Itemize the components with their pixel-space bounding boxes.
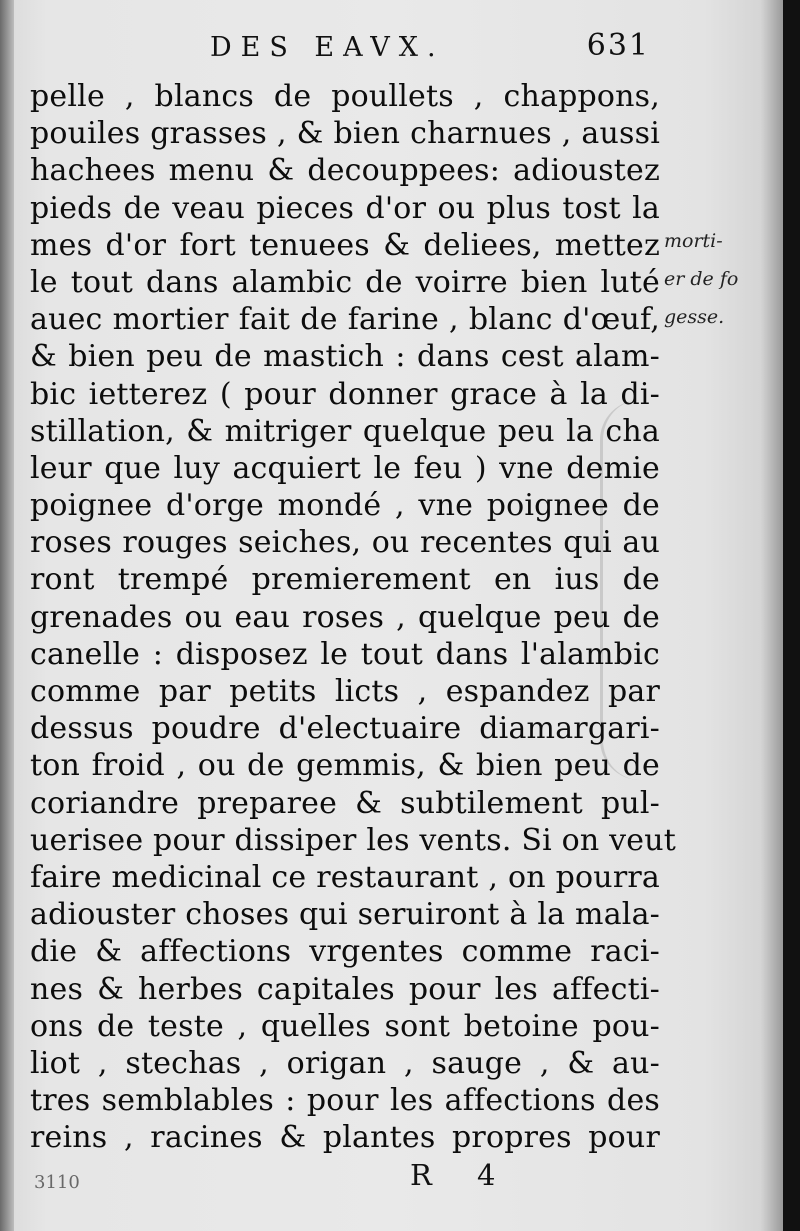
text-line: roses rouges seiches, ou recentes qui au [30,525,660,561]
text-line: die & affections vrgentes comme raci- [30,934,660,970]
running-title: DES EAVX. [210,32,445,63]
text-line: bic ietterez ( pour donner grace à la di- [30,376,660,412]
text-line: canelle : disposez le tout dans l'alambic [30,636,660,672]
text-line: dessus poudre d'electuaire diamargari- [30,711,660,747]
text-line: grenades ou eau roses , quelque peu de [30,599,660,635]
text-line: ons de teste , quelles sont betoine pou- [30,1008,660,1044]
text-line: poignee d'orge mondé , vne poignee de [30,488,660,524]
text-line: liot , stechas , origan , sauge , & au- [30,1045,660,1081]
text-line: leur que luy acquiert le feu ) vne demie [30,450,660,486]
margin-note-line: morti- [664,230,723,252]
body-text [30,78,677,1156]
page-number: 631 [586,28,650,63]
text-line: pieds de veau pieces d'or ou plus tost la [30,190,660,226]
text-line: adiouster choses qui seruiront à la mala- [30,897,660,933]
text-line: faire medicinal ce restaurant , on pourra [30,859,660,895]
text-line: ton froid , ou de gemmis, & bien peu de [30,748,660,784]
text-line: nes & herbes capitales pour les affecti- [30,971,660,1007]
margin-note-line: er de fo [664,268,739,290]
text-line: ront trempé premierement en ius de [30,562,660,598]
marginal-note [664,222,774,336]
text-line: pouiles grasses , & bien charnues , aussi [30,116,660,152]
text-line: comme par petits licts , espandez par [30,674,660,709]
text-line: tres semblables : pour les affections des [30,1083,660,1119]
scan-background [783,0,800,1231]
text-line: uerisee pour dissiper les vents. Si on veut [30,822,677,858]
text-line: auec mortier fait de farine , blanc d'œuf, [30,302,660,338]
text-line: & bien peu de mastich : dans cest alam- [30,339,660,375]
signature-mark: R 4 [410,1158,514,1192]
text-line: coriandre preparee & subtilement pul- [30,785,660,821]
page-gutter-shadow [0,0,14,1231]
text-line: mes d'or fort tenuees & deliees, mettez [30,227,660,263]
text-line: reins , racines & plantes propres pour [30,1120,660,1156]
running-head [210,28,650,68]
margin-note-line: gesse. [664,306,725,328]
text-line: pelle , blancs de poullets , chappons, [30,79,660,114]
text-line: hachees menu & decouppees: adioustez [30,153,660,189]
text-line: stillation, & mitriger quelque peu la cha [30,413,660,449]
footer-mark: 3110 [34,1172,80,1193]
page-edge-shadow [761,0,783,1231]
text-line: le tout dans alambic de voirre bien luté [30,264,660,300]
